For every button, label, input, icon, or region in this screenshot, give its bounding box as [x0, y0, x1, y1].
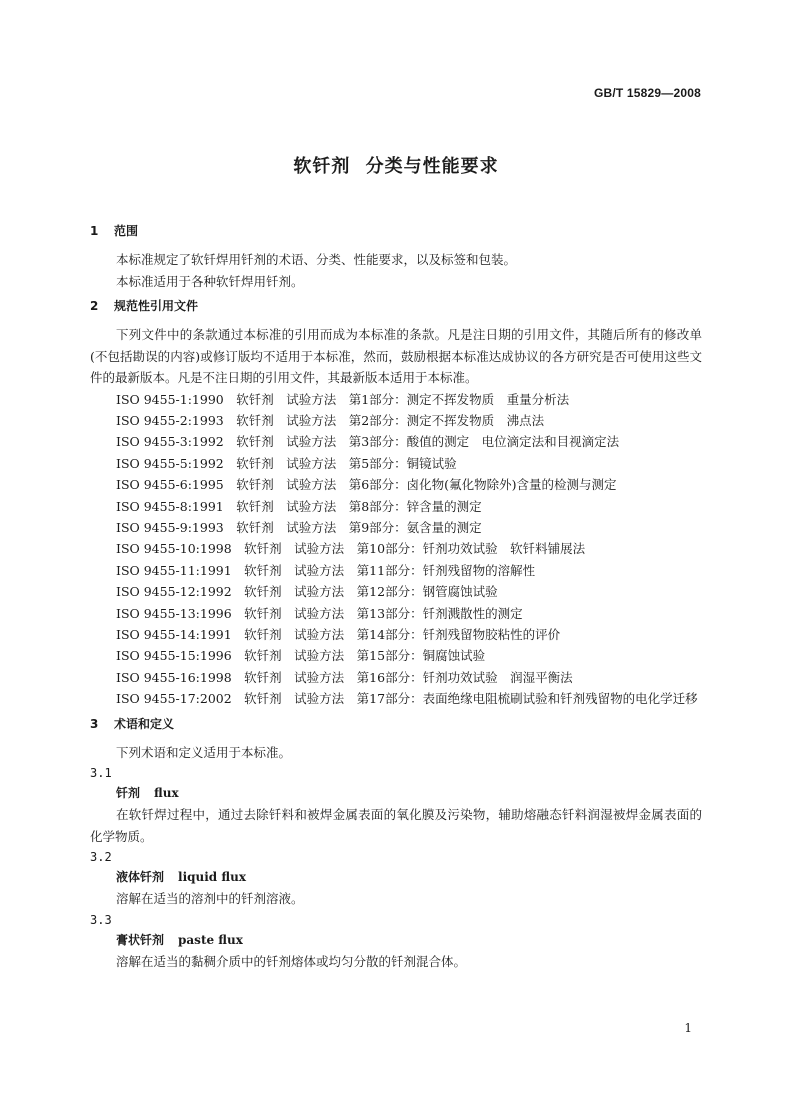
- reference-item: ISO 9455-15:1996 软钎剂 试验方法 第15部分：铜腐蚀试验: [116, 648, 486, 664]
- section-title: 规范性引用文件: [114, 299, 199, 313]
- section-heading-scope: [90, 223, 702, 239]
- document-body: [90, 223, 702, 972]
- section-heading-normative: [90, 298, 702, 314]
- reference-item: ISO 9455-1:1990 软钎剂 试验方法 第1部分：测定不挥发物质 重量分析法: [116, 391, 570, 407]
- section-number: 3: [90, 716, 99, 731]
- paragraph: 下列术语和定义适用于本标准。: [116, 744, 292, 760]
- section-title: 术语和定义: [114, 716, 175, 731]
- reference-item: ISO 9455-14:1991 软钎剂 试验方法 第14部分：钎剂残留物胶粘性的评价: [116, 626, 561, 642]
- reference-item: ISO 9455-2:1993 软钎剂 试验方法 第2部分：测定不挥发物质 沸点法: [116, 412, 545, 428]
- reference-item: ISO 9455-10:1998 软钎剂 试验方法 第10部分：钎剂功效试验 软钎料铺展法: [116, 541, 586, 557]
- term-number: 3.2: [90, 850, 112, 865]
- paragraph: 下列文件中的条款通过本标准的引用而成为本标准的条款。凡是注日期的引用文件，其随后所有的修改单(不包括勘误的内容)或修订版均不适用于本标准，然而，鼓励根据本标准达成协议的各方研究是否可使用这些文件的最新版本。凡是不注日期的引用文件，其最新版本适用于本标准。: [90, 327, 702, 385]
- term-definition: 溶解在适当的溶剂中的钎剂溶液。: [116, 891, 304, 907]
- reference-item: ISO 9455-17:2002 软钎剂 试验方法 第17部分：表面绝缘电阻梳刷试验和钎剂残留物的电化学迁移: [116, 691, 698, 707]
- page-number: 1: [684, 1021, 692, 1035]
- reference-item: ISO 9455-11:1991 软钎剂 试验方法 第11部分：钎剂残留物的溶解性: [116, 562, 536, 578]
- term-chinese: 液体钎剂: [116, 870, 165, 885]
- paragraph: 本标准规定了软钎焊用钎剂的术语、分类、性能要求，以及标签和包装。: [116, 252, 517, 267]
- section-heading-terms: [90, 716, 702, 732]
- term-heading: [90, 783, 702, 804]
- term-english: liquid flux: [178, 870, 246, 885]
- term-number: 3.3: [90, 912, 112, 927]
- term-heading: [90, 867, 702, 888]
- term-english: paste flux: [178, 932, 243, 947]
- reference-item: ISO 9455-8:1991 软钎剂 试验方法 第8部分：锌含量的测定: [116, 498, 482, 514]
- reference-item: ISO 9455-3:1992 软钎剂 试验方法 第3部分：酸值的测定 电位滴定法和目视滴定法: [116, 434, 620, 450]
- term-definition: 在软钎焊过程中，通过去除钎料和被焊金属表面的氧化膜及污染物，辅助熔融态钎料润湿被焊金属表面的化学物质。: [90, 807, 702, 844]
- term-english: flux: [154, 786, 179, 801]
- standard-number: GB/T 15829—2008: [593, 86, 701, 100]
- term-chinese: 钎剂: [116, 786, 141, 801]
- reference-item: ISO 9455-13:1996 软钎剂 试验方法 第13部分：钎剂溅散性的测定: [116, 605, 523, 621]
- term-definition: 溶解在适当的黏稠介质中的钎剂熔体或均匀分散的钎剂混合体。: [116, 953, 467, 969]
- reference-item: ISO 9455-6:1995 软钎剂 试验方法 第6部分：卤化物(氟化物除外)含量的检测与测定: [116, 477, 617, 493]
- document-title: 软钎剂 分类与性能要求: [293, 156, 499, 177]
- reference-item: ISO 9455-5:1992 软钎剂 试验方法 第5部分：铜镜试验: [116, 455, 457, 471]
- reference-item: ISO 9455-12:1992 软钎剂 试验方法 第12部分：钢管腐蚀试验: [116, 584, 498, 600]
- reference-item: ISO 9455-16:1998 软钎剂 试验方法 第16部分：钎剂功效试验 润湿平衡法: [116, 669, 573, 685]
- section-title: 范围: [114, 224, 139, 238]
- term-heading: [90, 930, 702, 951]
- term-number: 3.1: [90, 766, 112, 781]
- paragraph: 本标准适用于各种软钎焊用钎剂。: [116, 273, 304, 289]
- term-chinese: 膏状钎剂: [116, 932, 165, 947]
- section-number: 1: [90, 224, 99, 238]
- section-number: 2: [90, 299, 99, 313]
- reference-item: ISO 9455-9:1993 软钎剂 试验方法 第9部分：氨含量的测定: [116, 519, 482, 535]
